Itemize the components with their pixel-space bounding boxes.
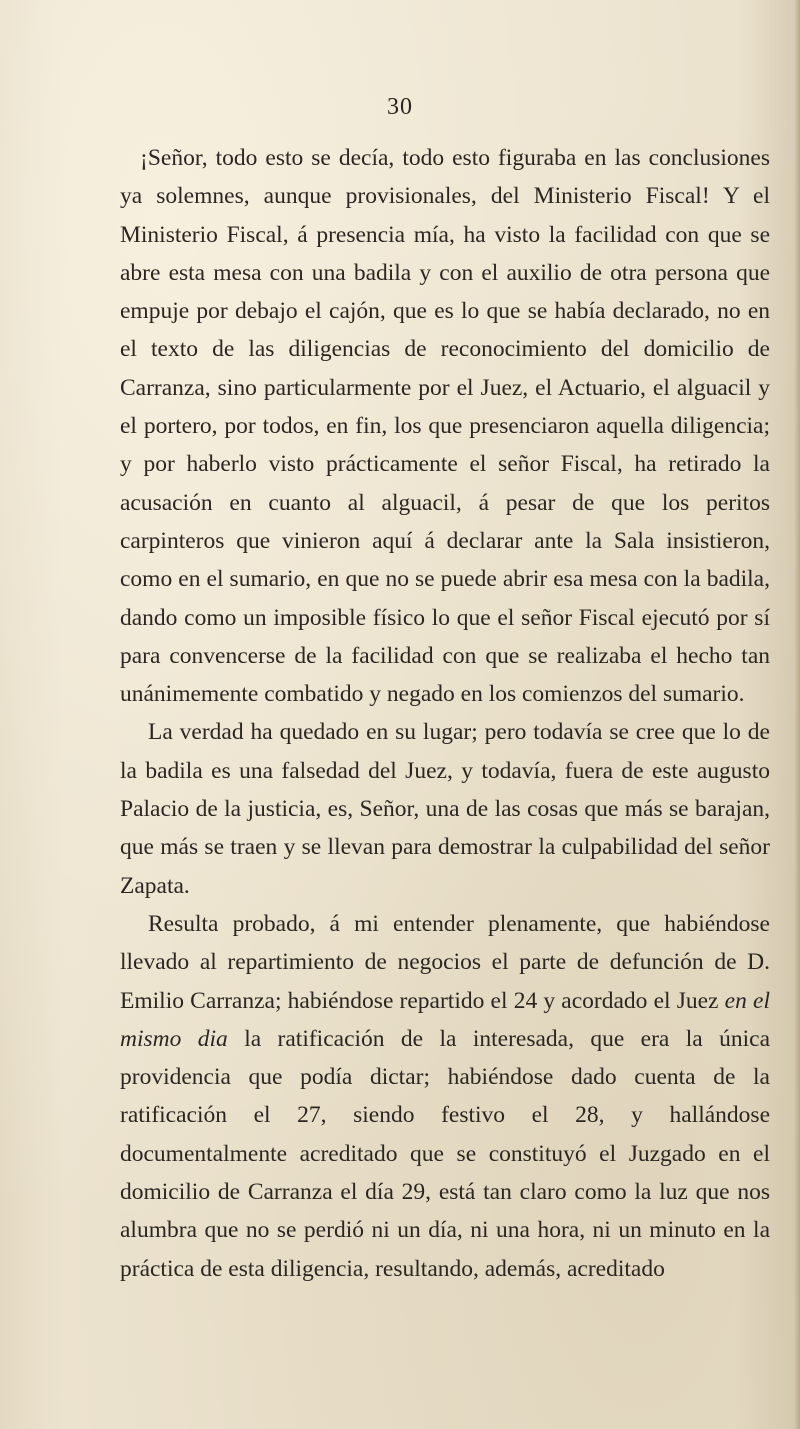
paragraph-3-text-after: la ratificación de la interesada, que era la única providencia que podía dictar; habiéndose dado cuenta de la ratificación el 27, siendo festivo el 28, y hallándose documentalmente acreditado que se constituyó el Juzgado en el domicilio de Carranza el día 29, está tan claro como la luz que nos alumbra que no se perdió ni un día, ni una hora, ni un minuto en la práctica de esta diligencia, resultando, además, acreditado	[120, 1025, 770, 1282]
paragraph-1: ¡Señor, todo esto se decía, todo esto figuraba en las conclusiones ya solemnes, aunque provisionales, del Ministerio Fiscal! Y el Ministerio Fiscal, á presencia mía, ha visto la facilidad con que se abre esta mesa con una badila y con el auxilio de otra persona que empuje por debajo el cajón, que es lo que se había declarado, no en el texto de las diligencias de reconocimiento del domicilio de Carranza, sino particularmente por el Juez, el Actuario, el alguacil y el portero, por todos, en fin, los que presenciaron aquella diligencia; y por haberlo visto prácticamente el señor Fiscal, ha retirado la acusación en cuanto al alguacil, á pesar de que los peritos carpinteros que vinieron aquí á declarar ante la Sala insistieron, como en el sumario, en que no se puede abrir esa mesa con la badila, dando como un imposible físico lo que el señor Fiscal ejecutó por sí para convencerse de la facilidad con que se realizaba el hecho tan unánimemente combatido y negado en los comienzos del sumario.	[120, 145, 770, 708]
page-edge-shadow	[794, 0, 800, 1429]
paragraph-3-text-before: Resulta probado, á mi entender plenamente, que habiéndose llevado al repartimiento de negocios el parte de defunción de D. Emilio Carranza; habiéndose repartido el 24 y acordado el Juez	[120, 910, 770, 1014]
paragraph-2: La verdad ha quedado en su lugar; pero todavía se cree que lo de la badila es una falsedad del Juez, y todavía, fuera de este augusto Palacio de la justicia, es, Señor, una de las cosas que más se barajan, que más se traen y se llevan para demostrar la culpabilidad del señor Zapata.	[120, 719, 770, 899]
paragraph-3-emphasis: en el mismo dia	[120, 987, 770, 1052]
body-text	[120, 139, 770, 1288]
paragraph-3	[120, 905, 770, 1288]
page-number: 30	[387, 94, 413, 120]
